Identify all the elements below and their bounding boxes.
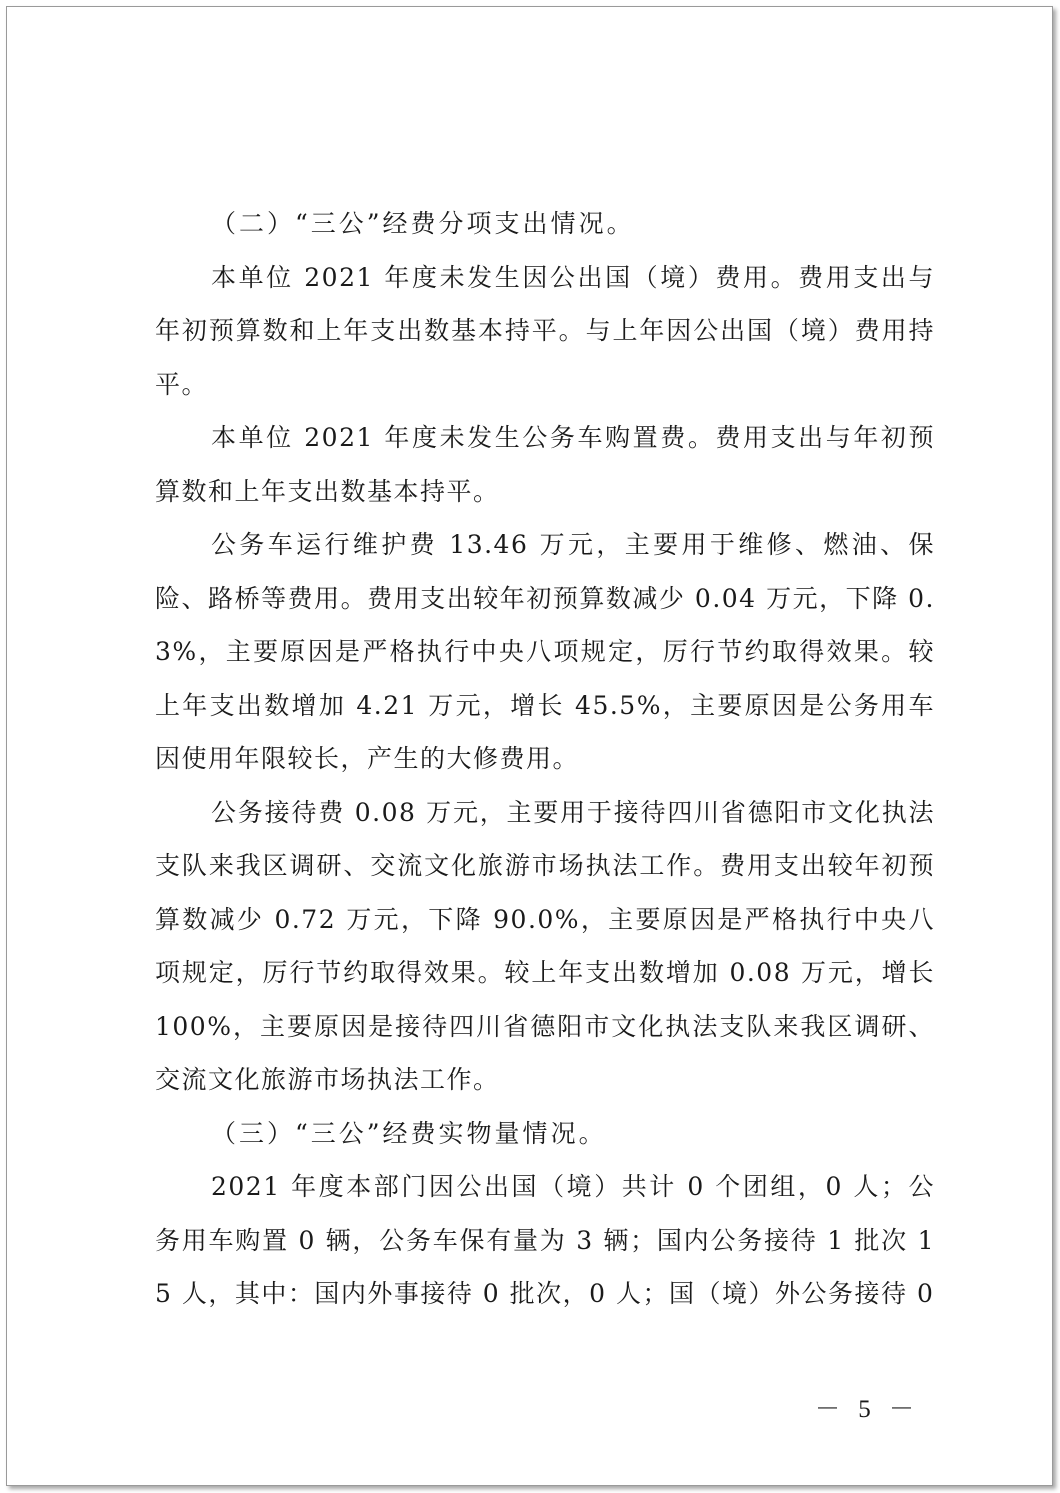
section-heading-3: （三）“三公”经费实物量情况。: [211, 1118, 607, 1148]
paragraph-physical-quantity: 2021 年度本部门因公出国（境）共计 0 个团组，0 人；公务用车购置 0 辆，公务车保有量为 3 辆；国内公务接待 1 批次 15 人，其中：国内外事接待 0 批次，0 人；国（境）外公务接待 0: [155, 1172, 935, 1308]
paragraph-reception-expense: 公务接待费 0.08 万元，主要用于接待四川省德阳市文化执法支队来我区调研、交流文化旅游市场执法工作。费用支出较年初预算数减少 0.72 万元，下降 90.0%，主要原因是严格执行中央八项规定，厉行节约取得效果。较上年支出数增加 0.08 万元，增长 100%，主要原因是接待四川省德阳市文化执法支队来我区调研、交流文化旅游市场执法工作。: [155, 797, 935, 1094]
document-page: [6, 6, 1053, 1486]
section-heading-2: （二）“三公”经费分项支出情况。: [211, 209, 635, 238]
paragraph-vehicle-purchase: 本单位 2021 年度未发生公务车购置费。费用支出与年初预算数和上年支出数基本持平。: [155, 423, 935, 506]
document-body: [155, 197, 935, 1321]
page-number: － 5 －: [814, 1396, 920, 1423]
paragraph-overseas-travel: 本单位 2021 年度未发生因公出国（境）费用。费用支出与年初预算数和上年支出数基本持平。与上年因公出国（境）费用持平。: [155, 262, 935, 399]
paragraph-vehicle-maintenance: 公务车运行维护费 13.46 万元，主要用于维修、燃油、保险、路桥等费用。费用支出较年初预算数减少 0.04 万元，下降 0.3%，主要原因是严格执行中央八项规定，厉行节约取得效果。较上年支出数增加 4.21 万元，增长 45.5%，主要原因是公务用车因使用年限较长，产生的大修费用。: [155, 530, 935, 773]
